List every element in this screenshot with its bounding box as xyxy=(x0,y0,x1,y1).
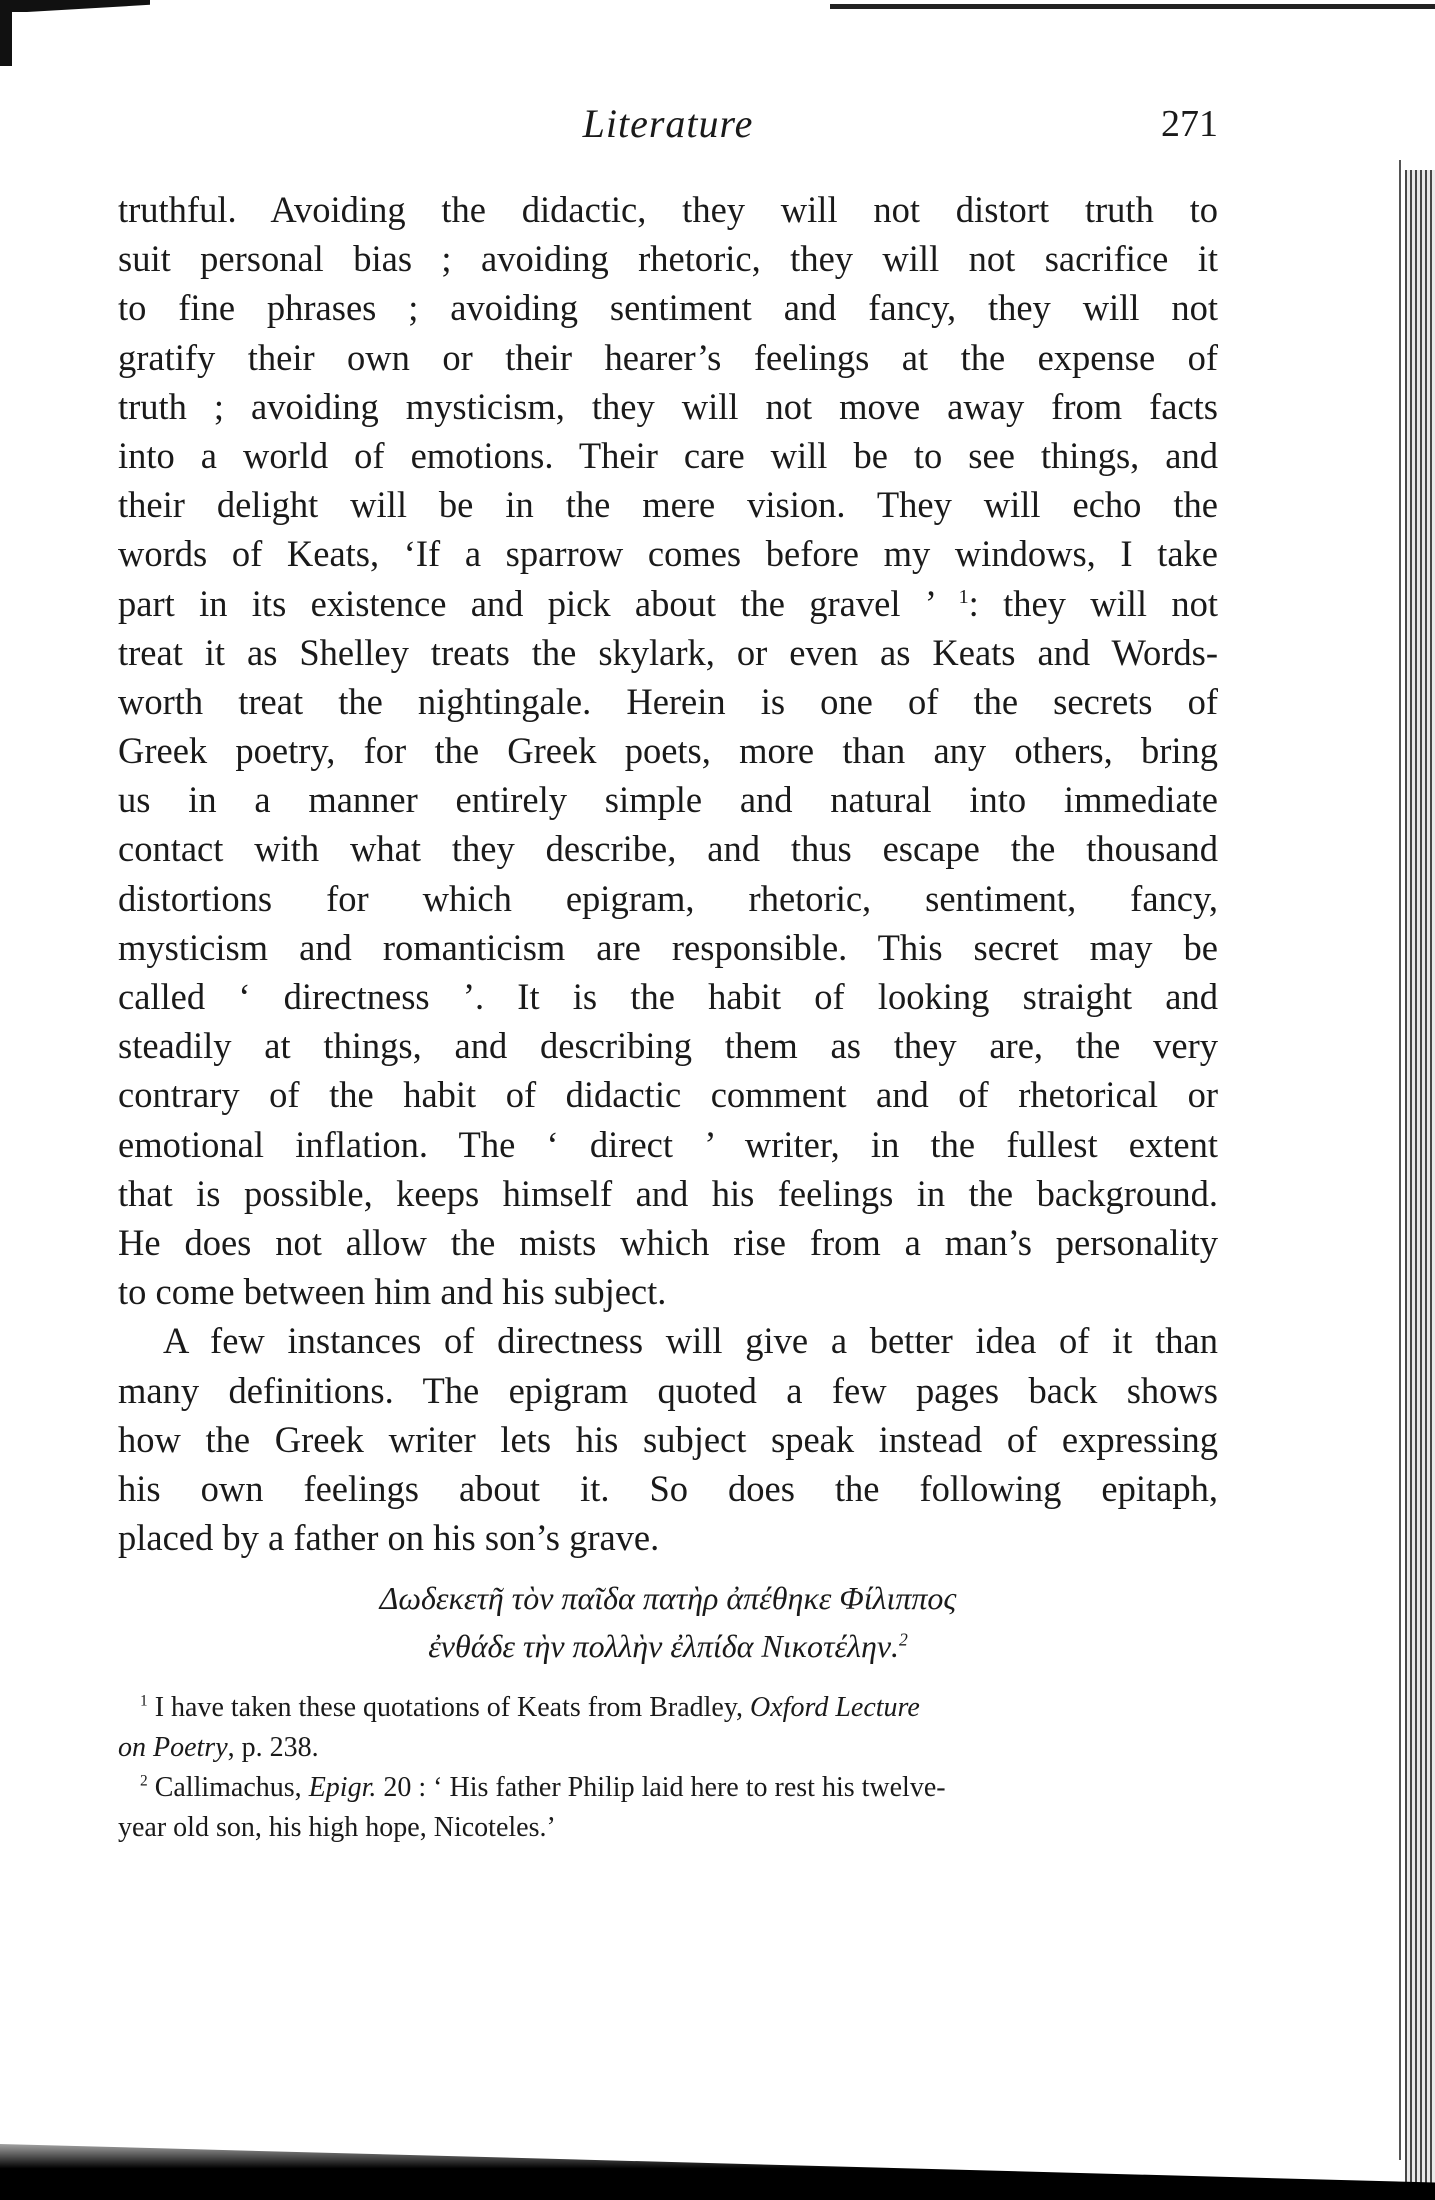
text-line: Greek poetry, for the Greek poets, more than any others, bring xyxy=(118,730,1218,772)
footnote-1 xyxy=(118,1688,1218,1728)
footnote-text: 20 : ‘ His father Philip laid here to rest his twelve- xyxy=(376,1772,946,1804)
greek-line: Δωδεκετῆ τὸν παῖδα πατὴρ ἀπέθηκε Φίλιππος xyxy=(379,1580,957,1617)
footnote-title: Epigr. xyxy=(308,1772,377,1804)
text-line: mysticism and romanticism are responsible. This secret may be xyxy=(118,926,1218,968)
scan-spine-edge xyxy=(1405,170,1435,2200)
running-head xyxy=(118,100,1218,160)
footnotes xyxy=(118,1688,1218,1848)
footnote-marker: 2 xyxy=(140,1772,148,1790)
greek-line-with-note xyxy=(118,1622,1218,1670)
text-segment: : they will not xyxy=(968,582,1218,624)
text-line: to come between him and his subject. xyxy=(118,1271,667,1313)
footnote-title: Oxford Lecture xyxy=(750,1692,920,1724)
text-line: to fine phrases ; avoiding sentiment and fancy, they will not xyxy=(118,287,1218,329)
footnote-ref: 2 xyxy=(899,1629,908,1650)
text-line: his own feelings about it. So does the following epitaph, xyxy=(118,1467,1218,1509)
text-line: contact with what they describe, and thus escape the thousand xyxy=(118,828,1218,870)
footnote-marker: 1 xyxy=(140,1692,148,1710)
text-line: steadily at things, and describing them as they are, the very xyxy=(118,1025,1218,1067)
footnote-2 xyxy=(118,1768,1218,1808)
footnote-1-cont xyxy=(118,1728,1218,1768)
text-line: words of Keats, ‘If a sparrow comes before my windows, I take xyxy=(118,533,1218,575)
greek-quotation xyxy=(118,1574,1218,1670)
greek-text: ἐνθάδε τὴν πολλὴν ἐλπίδα Νικοτέλην. xyxy=(428,1628,900,1665)
text-line: many definitions. The epigram quoted a few pages back shows xyxy=(118,1369,1218,1411)
footnote-ref: 1 xyxy=(958,585,969,608)
text-line: worth treat the nightingale. Herein is one of the secrets of xyxy=(118,680,1218,722)
text-line: their delight will be in the mere vision. They will echo the xyxy=(118,484,1218,526)
scan-bottom-edge xyxy=(0,2130,1435,2200)
text-line: He does not allow the mists which rise from a man’s personality xyxy=(118,1221,1218,1263)
running-title: Literature xyxy=(582,101,754,146)
scan-spine-line xyxy=(1399,160,1401,2160)
footnote-text: I have taken these quotations of Keats from Bradley, xyxy=(154,1692,751,1724)
scan-corner-mark-vertical xyxy=(0,0,12,66)
text-line: emotional inflation. The ‘ direct ’ writer, in the fullest extent xyxy=(118,1123,1218,1165)
paragraph-2 xyxy=(118,1316,1218,1562)
footnote-2-cont: year old son, his high hope, Nicoteles.’ xyxy=(118,1812,556,1844)
text-line: contrary of the habit of didactic comment and of rhetorical or xyxy=(118,1074,1218,1116)
text-line: gratify their own or their hearer’s feelings at the expense of xyxy=(118,336,1218,378)
text-line: that is possible, keeps himself and his feelings in the background. xyxy=(118,1172,1218,1214)
text-segment: part in its existence and pick about the gravel ’ xyxy=(118,582,935,624)
text-line: A few instances of directness will give a better idea of it than xyxy=(163,1320,1218,1362)
text-line: into a world of emotions. Their care will be to see things, and xyxy=(118,434,1218,476)
footnote-title: on Poetry xyxy=(118,1732,228,1764)
footnote-text: , p. 238. xyxy=(227,1732,319,1764)
text-line: treat it as Shelley treats the skylark, or even as Keats and Words- xyxy=(118,631,1218,673)
scan-corner-mark xyxy=(0,0,150,12)
text-line: how the Greek writer lets his subject speak instead of expressing xyxy=(118,1418,1218,1460)
text-line: us in a manner entirely simple and natural into immediate xyxy=(118,779,1218,821)
text-line: truth ; avoiding mysticism, they will not move away from facts xyxy=(118,385,1218,427)
scan-top-rule xyxy=(830,4,1435,9)
paragraph-1 xyxy=(118,185,1218,1316)
text-line: truthful. Avoiding the didactic, they will not distort truth to xyxy=(118,189,1218,230)
text-line: suit personal bias ; avoiding rhetoric, they will not sacrifice it xyxy=(118,238,1218,280)
text-line-with-note xyxy=(118,579,1218,628)
body-text xyxy=(118,185,1218,1848)
footnote-text: Callimachus, xyxy=(154,1772,309,1804)
page-number: 271 xyxy=(1161,103,1218,145)
text-line: distortions for which epigram, rhetoric, sentiment, fancy, xyxy=(118,877,1218,919)
text-line: placed by a father on his son’s grave. xyxy=(118,1517,660,1559)
text-line: called ‘ directness ’. It is the habit of looking straight and xyxy=(118,976,1218,1017)
